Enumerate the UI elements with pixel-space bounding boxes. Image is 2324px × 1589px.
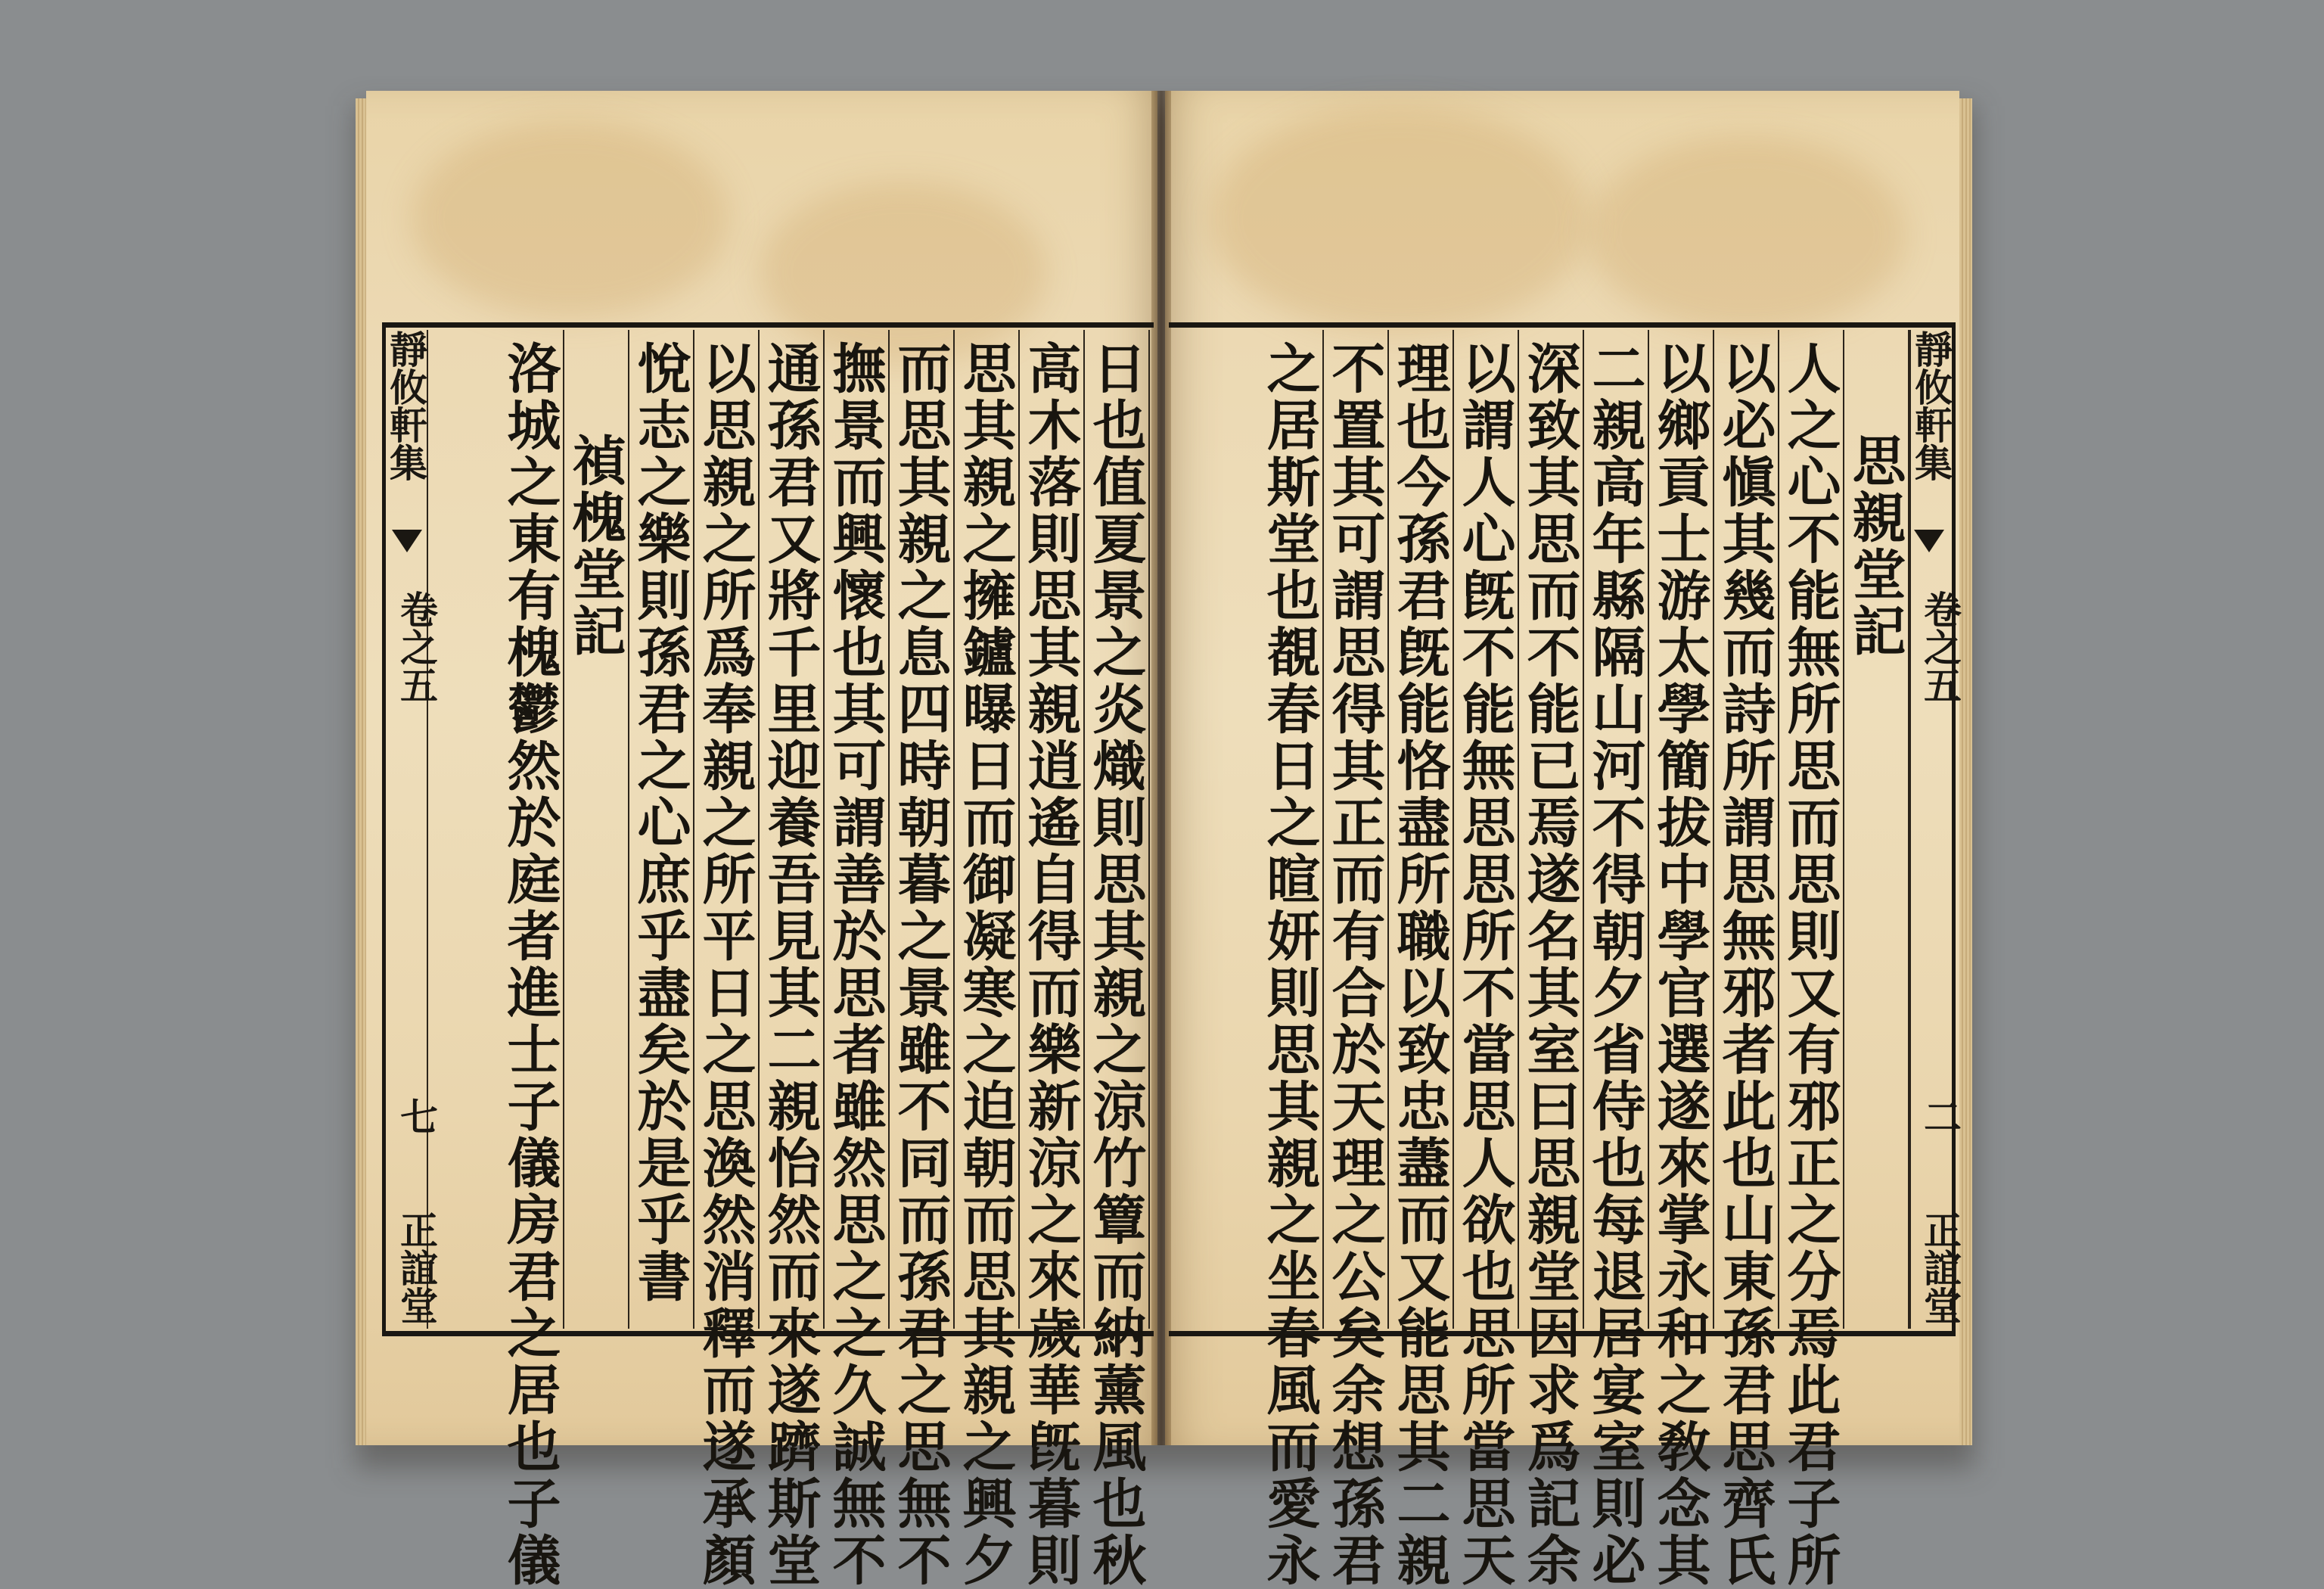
text-column: 悅志之樂則孫君之心庶乎盡矣於是乎書 [629,330,694,1329]
text-column: 思其親之擁鑪曝日而御凝寒之迫朝而思其親之興夕 [955,330,1020,1329]
left-strip-title: 靜攸軒集 [384,330,428,481]
left-center-strip [386,330,428,1329]
text-column: 深致其思而不能已焉遂名其室曰思親堂因求爲記余 [1519,330,1584,1329]
text-column: 以必愼其幾而詩所謂思無邪者此也山東孫君思齊氏 [1714,330,1779,1329]
paper-stain [412,121,729,318]
text-column: 而思其親之息四時朝暮之景雖不同而孫君之思無不 [890,330,955,1329]
left-strip-volume: 卷之五 [394,590,439,704]
text-column: 二親高年縣隔山河不得朝夕省侍也每退居宴室則必 [1584,330,1649,1329]
essay-title-column [1844,330,1909,1329]
text-column: 高木落則思其親逍遙自得而樂新涼之來歲華旣暮則 [1020,330,1085,1329]
text-column: 之居斯堂也覩春日之暄妍則思其親之坐春風而愛永 [1259,330,1324,1329]
right-strip-studio: 正誼堂 [1918,1211,1962,1324]
left-strip-studio: 正誼堂 [394,1211,439,1324]
paper-stain [1589,136,1906,333]
essay-title: 思親堂記 [1844,433,1907,660]
essay-title: 禎槐堂記 [564,433,627,660]
right-strip-title: 靜攸軒集 [1909,330,1953,481]
text-column: 撫景而興懷也其可謂善於思者雖然思之之久誠無不 [825,330,890,1329]
text-column: 不置其可謂思得其正而有合於天理之公矣余想孫君 [1324,330,1389,1329]
text-column: 以思親之所爲奉親之所平日之思渙然消釋而遂承顏 [694,330,760,1329]
paper-stain [1210,106,1589,333]
right-strip-volume: 卷之五 [1918,590,1962,704]
text-column: 通孫君又將千里迎養吾見其二親怡然而來遂躋斯堂 [760,330,825,1329]
essay-title-column [564,330,629,1329]
left-strip-page-number: 七 [394,1097,439,1135]
text-column: 人之心不能無所思而思則又有邪正之分焉此君子所 [1779,330,1844,1329]
text-column: 洛城之東有槐鬱然於庭者進士子儀房君之居也子儀 [499,330,564,1329]
text-column: 理也今孫君旣能恪盡所職以致忠藎而又能思其二親 [1389,330,1454,1329]
text-column: 日也值夏景之炎熾則思其親之涼竹簟而納薰風也秋 [1085,330,1150,1329]
text-column: 以謂人心旣不能無思思所不當思人欲也思所當思天 [1454,330,1519,1329]
right-strip-page-number: 二 [1918,1097,1962,1135]
text-column: 以鄉貢士游太學簡拔中學官選遂來掌永和之敎念其 [1649,330,1714,1329]
right-center-strip [1909,330,1952,1329]
